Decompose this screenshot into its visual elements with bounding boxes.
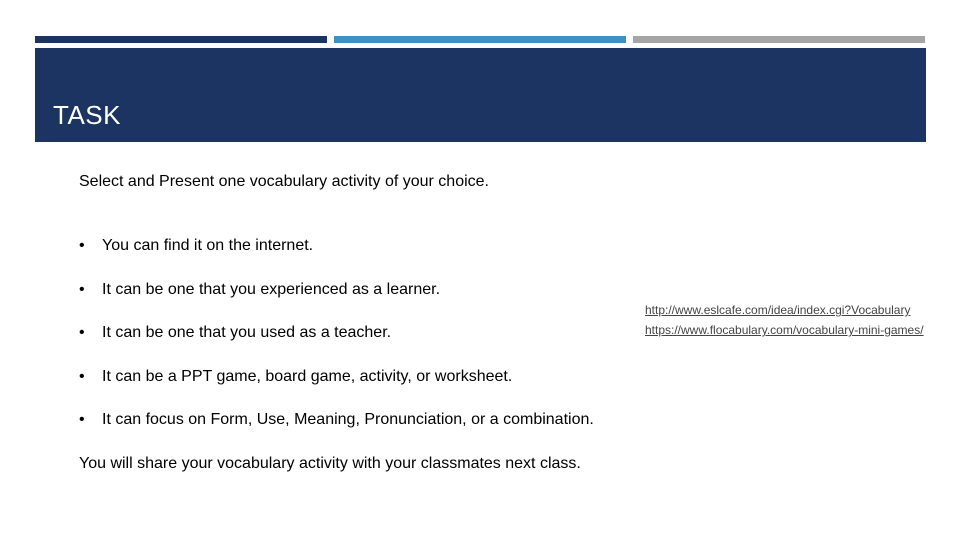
flocabulary-link[interactable]: https://www.flocabulary.com/vocabulary-mini-games/ xyxy=(645,323,924,337)
link-item xyxy=(619,324,934,336)
bullet-dot: • xyxy=(79,411,85,428)
accent-bar-blue xyxy=(334,36,626,43)
title-band xyxy=(35,48,926,142)
bullet-item xyxy=(79,237,313,255)
bullet-text: You can find it on the internet. xyxy=(102,237,314,254)
eslcafe-link[interactable]: http://www.eslcafe.com/idea/index.cgi?Vocabulary xyxy=(645,303,911,317)
bullet-dot: • xyxy=(79,281,85,298)
bullet-item xyxy=(79,324,391,342)
bullet-text: It can be one that you experienced as a learner. xyxy=(102,281,441,298)
resource-links xyxy=(619,304,934,344)
slide-title: TASK xyxy=(53,100,121,130)
bullet-text: It can be a PPT game, board game, activity, or worksheet. xyxy=(102,368,513,385)
intro-text: Select and Present one vocabulary activity of your choice. xyxy=(79,173,489,190)
bullet-dot: • xyxy=(79,368,85,385)
accent-bar-dark xyxy=(35,36,327,43)
bullet-item xyxy=(79,411,594,429)
bullet-text: It can be one that you used as a teacher. xyxy=(102,324,392,341)
accent-bar-gray xyxy=(633,36,925,43)
bullet-dot: • xyxy=(79,237,85,254)
bullet-text: It can focus on Form, Use, Meaning, Pronunciation, or a combination. xyxy=(102,411,594,428)
bullet-item xyxy=(79,368,512,386)
bullet-item xyxy=(79,281,440,299)
bullet-dot: • xyxy=(79,324,85,341)
closing-text: You will share your vocabulary activity with your classmates next class. xyxy=(79,455,581,472)
link-item xyxy=(619,304,934,316)
